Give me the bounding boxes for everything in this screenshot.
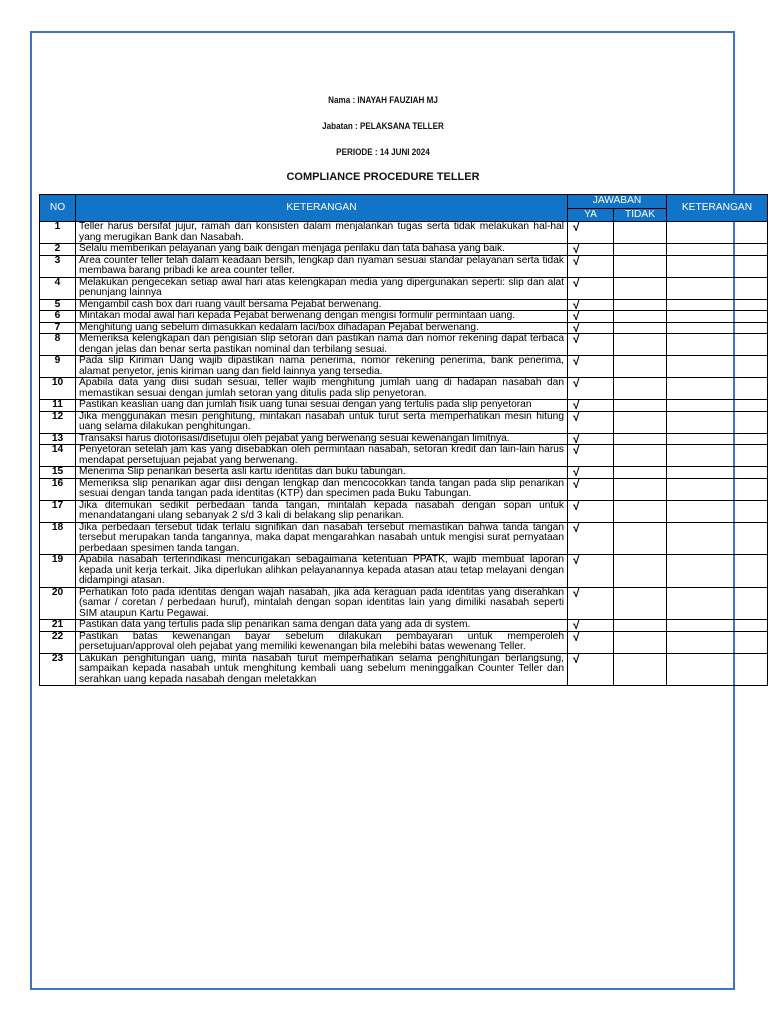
row-description: Mengambil cash box dari ruang vault bersama Pejabat berwenang. bbox=[76, 299, 568, 311]
row-keterangan bbox=[667, 587, 768, 620]
row-tidak-mark bbox=[614, 255, 667, 277]
row-tidak-mark bbox=[614, 334, 667, 356]
row-tidak-mark bbox=[614, 222, 667, 244]
row-ya-mark: √ bbox=[568, 299, 614, 311]
row-description: Selalu memberikan pelayanan yang baik dengan menjaga perilaku dan tata bahasa yang baik. bbox=[76, 244, 568, 256]
row-keterangan bbox=[667, 277, 768, 299]
row-tidak-mark bbox=[614, 467, 667, 479]
row-ya-mark: √ bbox=[568, 277, 614, 299]
table-row bbox=[40, 322, 768, 334]
row-ya-mark: √ bbox=[568, 587, 614, 620]
row-description: Memeriksa kelengkapan dan pengisian slip setoran dan pastikan nama dan nomor rekening dapat terbaca dengan jelas dan benar serta pastikan nominal dan terbilang sesuai. bbox=[76, 334, 568, 356]
table-row bbox=[40, 653, 768, 686]
document-title: COMPLIANCE PROCEDURE TELLER bbox=[286, 171, 480, 183]
row-keterangan bbox=[667, 255, 768, 277]
row-ya-mark: √ bbox=[568, 255, 614, 277]
table-row bbox=[40, 467, 768, 479]
row-description: Jika perbedaan tersebut tidak terlalu signifikan dan nasabah tersebut memastikan bahwa tanda tangan tersebut merupakan tanda tangannya, maka dapat mengarahkan nasabah untuk mengisi surat pernyataan perbedaan spesimen tanda tangan. bbox=[76, 522, 568, 555]
row-tidak-mark bbox=[614, 478, 667, 500]
row-keterangan bbox=[667, 467, 768, 479]
row-tidak-mark bbox=[614, 356, 667, 378]
row-ya-mark: √ bbox=[568, 222, 614, 244]
row-ya-mark: √ bbox=[568, 378, 614, 400]
row-keterangan bbox=[667, 433, 768, 445]
table-row bbox=[40, 277, 768, 299]
table-row bbox=[40, 356, 768, 378]
row-ya-mark: √ bbox=[568, 478, 614, 500]
table-row bbox=[40, 587, 768, 620]
row-number: 2 bbox=[40, 244, 76, 256]
row-number: 13 bbox=[40, 433, 76, 445]
header-ya: YA bbox=[568, 209, 614, 222]
table-row bbox=[40, 522, 768, 555]
table-row bbox=[40, 433, 768, 445]
row-number: 1 bbox=[40, 222, 76, 244]
row-keterangan bbox=[667, 500, 768, 522]
row-ya-mark: √ bbox=[568, 522, 614, 555]
row-description: Apabila nasabah terterindikasi mencurigakan sebagaimana ketentuan PPATK, wajib membuat laporan kepada unit kerja terkait. Jika diperlukan alihkan pelayanannya kepada atasan atau tetap melayani dengan didampingi atasan. bbox=[76, 555, 568, 588]
table-row bbox=[40, 445, 768, 467]
row-keterangan bbox=[667, 631, 768, 653]
row-keterangan bbox=[667, 478, 768, 500]
row-number: 3 bbox=[40, 255, 76, 277]
table-row bbox=[40, 631, 768, 653]
row-tidak-mark bbox=[614, 522, 667, 555]
row-number: 22 bbox=[40, 631, 76, 653]
row-number: 6 bbox=[40, 311, 76, 323]
row-keterangan bbox=[667, 299, 768, 311]
row-ya-mark: √ bbox=[568, 411, 614, 433]
header-keterangan: KETERANGAN bbox=[76, 195, 568, 222]
table-row bbox=[40, 555, 768, 588]
row-description: Menghitung uang sebelum dimasukkan kedalam laci/box dihadapan Pejabat berwenang. bbox=[76, 322, 568, 334]
table-row bbox=[40, 478, 768, 500]
row-keterangan bbox=[667, 311, 768, 323]
row-number: 18 bbox=[40, 522, 76, 555]
table-row bbox=[40, 411, 768, 433]
row-number: 8 bbox=[40, 334, 76, 356]
row-keterangan bbox=[667, 244, 768, 256]
table-row bbox=[40, 620, 768, 632]
row-ya-mark: √ bbox=[568, 631, 614, 653]
row-description: Mintakan modal awal hari kepada Pejabat berwenang dengan mengisi formulir permintaan uang. bbox=[76, 311, 568, 323]
row-tidak-mark bbox=[614, 620, 667, 632]
row-description: Lakukan penghitungan uang, minta nasabah turut memperhatikan selama penghitungan berlangsung, sampaikan kepada nasabah untuk menghitung kembali uang sebelum meninggalkan Counter Teller dan serahkan uang kepada nasabah dengan meletakkan bbox=[76, 653, 568, 686]
header-keterangan-2: KETERANGAN bbox=[667, 195, 768, 222]
row-number: 12 bbox=[40, 411, 76, 433]
row-ya-mark: √ bbox=[568, 433, 614, 445]
position-line: Jabatan : PELAKSANA TELLER bbox=[322, 121, 444, 131]
row-tidak-mark bbox=[614, 587, 667, 620]
row-tidak-mark bbox=[614, 311, 667, 323]
row-number: 10 bbox=[40, 378, 76, 400]
row-tidak-mark bbox=[614, 653, 667, 686]
row-number: 4 bbox=[40, 277, 76, 299]
row-number: 7 bbox=[40, 322, 76, 334]
row-description: Apabila data yang diisi sudah sesuai, teller wajib menghitung jumlah uang di hadapan nasabah dan memastikan sesuai dengan jumlah setoran yang ditulis pada slip penyetoran. bbox=[76, 378, 568, 400]
table-row bbox=[40, 334, 768, 356]
row-ya-mark: √ bbox=[568, 334, 614, 356]
row-description: Jika ditemukan sedikit perbedaan tanda tangan, mintalah kepada nasabah dengan sopan untuk menandatangani ulang sebanyak 2 s/d 3 kali di belakang slip penarikan. bbox=[76, 500, 568, 522]
name-line: Nama : INAYAH FAUZIAH MJ bbox=[328, 95, 438, 105]
row-ya-mark: √ bbox=[568, 400, 614, 412]
row-number: 20 bbox=[40, 587, 76, 620]
row-tidak-mark bbox=[614, 631, 667, 653]
row-ya-mark: √ bbox=[568, 244, 614, 256]
row-description: Jika menggunakan mesin penghitung, mintakan nasabah untuk turut serta memperhatikan mesin hitung uang selama dilakukan penghitungan. bbox=[76, 411, 568, 433]
table-row bbox=[40, 299, 768, 311]
table-row bbox=[40, 500, 768, 522]
compliance-table bbox=[39, 194, 768, 686]
row-description: Melakukan pengecekan setiap awal hari atas kelengkapan media yang dipergunakan seperti: slip dan alat penunjang lainnya bbox=[76, 277, 568, 299]
row-number: 15 bbox=[40, 467, 76, 479]
row-keterangan bbox=[667, 411, 768, 433]
row-description: Area counter teller telah dalam keadaan bersih, lengkap dan nyaman sesuai standar pelayanan serta tidak membawa barang pribadi ke area counter teller. bbox=[76, 255, 568, 277]
row-keterangan bbox=[667, 445, 768, 467]
table-row bbox=[40, 400, 768, 412]
row-tidak-mark bbox=[614, 445, 667, 467]
row-ya-mark: √ bbox=[568, 445, 614, 467]
row-number: 17 bbox=[40, 500, 76, 522]
row-number: 19 bbox=[40, 555, 76, 588]
row-ya-mark: √ bbox=[568, 322, 614, 334]
row-keterangan bbox=[667, 522, 768, 555]
table-row bbox=[40, 244, 768, 256]
row-description: Transaksi harus diotorisasi/disetujui oleh pejabat yang berwenang sesuai kewenangan limitnya. bbox=[76, 433, 568, 445]
table-row bbox=[40, 222, 768, 244]
row-tidak-mark bbox=[614, 322, 667, 334]
row-ya-mark: √ bbox=[568, 356, 614, 378]
row-number: 16 bbox=[40, 478, 76, 500]
row-keterangan bbox=[667, 334, 768, 356]
row-description: Memeriksa slip penarikan agar diisi dengan lengkap dan mencocokkan tanda tangan pada slip penarikan sesuai dengan tanda tangan pada identitas (KTP) dan specimen pada Buku Tabungan. bbox=[76, 478, 568, 500]
row-keterangan bbox=[667, 620, 768, 632]
row-number: 11 bbox=[40, 400, 76, 412]
row-number: 14 bbox=[40, 445, 76, 467]
row-ya-mark: √ bbox=[568, 311, 614, 323]
table-row bbox=[40, 378, 768, 400]
row-number: 9 bbox=[40, 356, 76, 378]
row-number: 21 bbox=[40, 620, 76, 632]
row-tidak-mark bbox=[614, 500, 667, 522]
row-description: Pastikan batas kewenangan bayar sebelum dilakukan pembayaran untuk memperoleh persetujuan/approval oleh pejabat yang memiliki kewenangan bila melebihi batas wewenang Teller. bbox=[76, 631, 568, 653]
row-ya-mark: √ bbox=[568, 500, 614, 522]
header-jawaban: JAWABAN bbox=[568, 195, 667, 209]
row-tidak-mark bbox=[614, 299, 667, 311]
row-keterangan bbox=[667, 378, 768, 400]
row-ya-mark: √ bbox=[568, 653, 614, 686]
row-keterangan bbox=[667, 555, 768, 588]
row-description: Teller harus bersifat jujur, ramah dan konsisten dalam menjalankan tugas serta tidak melakukan hal-hal yang merugikan Bank dan Nasabah. bbox=[76, 222, 568, 244]
row-tidak-mark bbox=[614, 433, 667, 445]
row-number: 5 bbox=[40, 299, 76, 311]
row-tidak-mark bbox=[614, 555, 667, 588]
row-number: 23 bbox=[40, 653, 76, 686]
row-description: Penyetoran setelah jam kas yang disebabkan oleh permintaan nasabah, setoran kredit dan lain-lain harus mendapat persetujuan pejabat yang berwenang. bbox=[76, 445, 568, 467]
row-keterangan bbox=[667, 400, 768, 412]
row-ya-mark: √ bbox=[568, 620, 614, 632]
row-description: Pastikan keaslian uang dan jumlah fisik uang tunai sesuai dengan yang tertulis pada slip penyetoran bbox=[76, 400, 568, 412]
row-ya-mark: √ bbox=[568, 467, 614, 479]
row-tidak-mark bbox=[614, 244, 667, 256]
row-keterangan bbox=[667, 653, 768, 686]
header-no: NO bbox=[40, 195, 76, 222]
row-description: Pada slip Kiriman Uang wajib dipastikan nama penerima, nomor rekening penerima, bank penerima, alamat penyetor, jenis kiriman uang dan field lainnya yang tersedia. bbox=[76, 356, 568, 378]
row-description: Perhatikan foto pada identitas dengan wajah nasabah, jika ada keraguan pada identitas yang diserahkan (samar / coretan / perbedaan huruf), mintalah dengan sopan identitas lain yang dimiliki nasabah seperti SIM ataupun Kartu Pegawai. bbox=[76, 587, 568, 620]
row-description: Pastikan data yang tertulis pada slip penarikan sama dengan data yang ada di system. bbox=[76, 620, 568, 632]
table-row bbox=[40, 311, 768, 323]
row-keterangan bbox=[667, 322, 768, 334]
row-tidak-mark bbox=[614, 277, 667, 299]
row-description: Menerima Slip penarikan beserta asli kartu identitas dan buku tabungan. bbox=[76, 467, 568, 479]
row-tidak-mark bbox=[614, 411, 667, 433]
period-line: PERIODE : 14 JUNI 2024 bbox=[336, 147, 430, 157]
table-row bbox=[40, 255, 768, 277]
header-tidak: TIDAK bbox=[614, 209, 667, 222]
row-tidak-mark bbox=[614, 400, 667, 412]
row-keterangan bbox=[667, 222, 768, 244]
row-ya-mark: √ bbox=[568, 555, 614, 588]
row-tidak-mark bbox=[614, 378, 667, 400]
row-keterangan bbox=[667, 356, 768, 378]
